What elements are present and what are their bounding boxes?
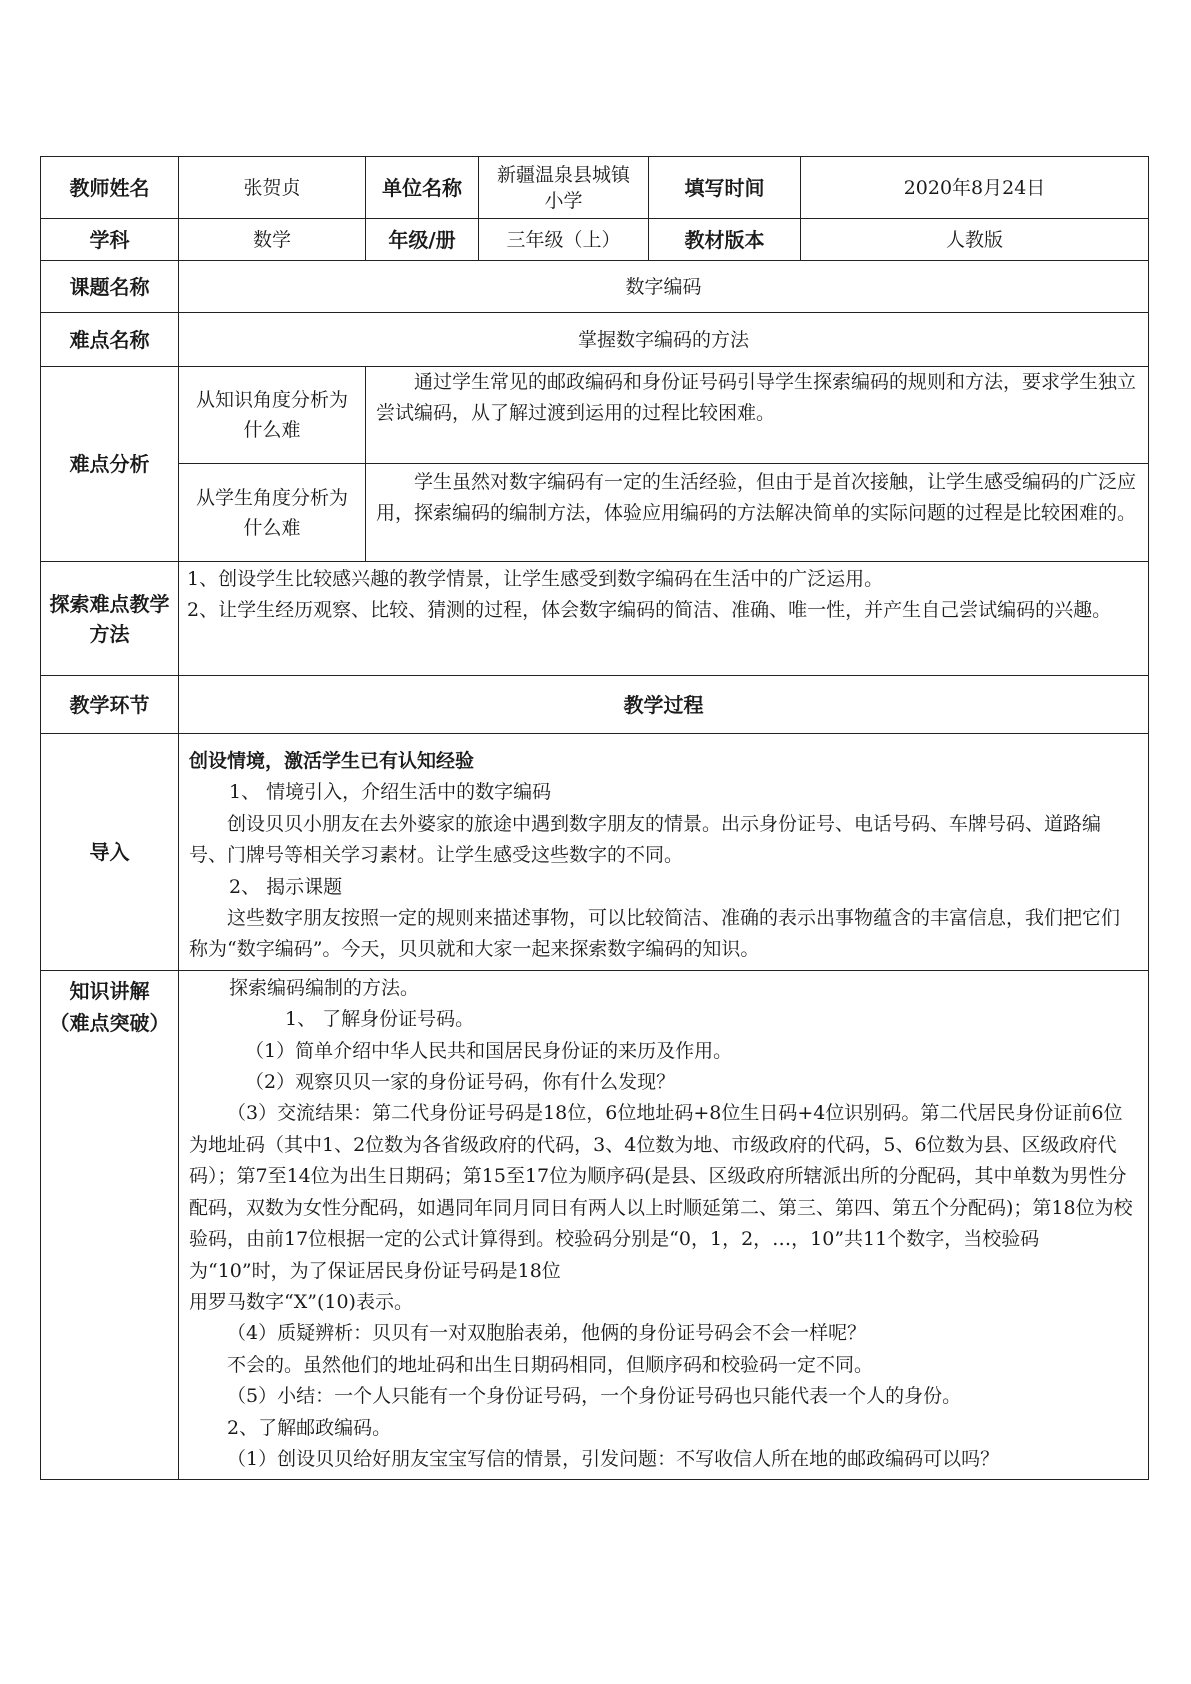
subject-value: 数学 (179, 219, 366, 261)
knowledge-l2: 1、 了解身份证号码。 (285, 1008, 475, 1031)
analysis-student-row (41, 464, 1149, 562)
intro-heading: 创设情境，激活学生已有认知经验 (189, 750, 475, 772)
analysis-knowledge-row (41, 367, 1149, 464)
knowledge-angle-paragraph: 通过学生常见的邮政编码和身份证号码引导学生探索编码的规则和方法，要求学生独立尝试编码，从了解过渡到运用的过程比较困难。 (376, 371, 1137, 425)
knowledge-content (179, 970, 1149, 1480)
knowledge-l3: （1）简单介绍中华人民共和国居民身份证的来历及作用。 (245, 1039, 733, 1062)
unit-name-label: 单位名称 (366, 157, 479, 219)
intro-label: 导入 (41, 734, 179, 971)
knowledge-label: 知识讲解 (69, 978, 150, 1003)
knowledge-sublabel: （难点突破） (49, 1010, 170, 1035)
knowledge-angle-text (366, 367, 1149, 464)
analysis-label: 难点分析 (41, 367, 179, 562)
topic-value: 数字编码 (179, 261, 1149, 313)
student-angle-text (366, 464, 1149, 562)
unit-name-value: 新疆温泉县城镇小学 (479, 157, 649, 219)
knowledge-l1: 探索编码编制的方法。 (229, 976, 420, 999)
difficulty-label: 难点名称 (41, 313, 179, 367)
methods-line-1: 1、创设学生比较感兴趣的教学情景，让学生感受到数字编码在生活中的广泛运用。 (187, 568, 884, 590)
difficulty-row (41, 313, 1149, 367)
intro-p3: 2、 揭示课题 (229, 875, 343, 898)
knowledge-angle-label: 从知识角度分析为什么难 (179, 367, 366, 464)
process-stage-label: 教学环节 (41, 676, 179, 734)
topic-label: 课题名称 (41, 261, 179, 313)
process-header-row (41, 676, 1149, 734)
knowledge-l5: （3）交流结果：第二代身份证号码是18位，6位地址码+8位生日码+4位识别码。第二代居民身份证前6位为地址码（其中1、2位数为各省级政府的代码，3、4位数为地、市级政府的代码，5、6位数为县、区级政府代码）；第7至14位为出生日期码；第15至17位为顺序码(是县、区级政府所辖派出所的分配码，其中单数为男性分配码，双数为女性分配码，如遇同年同月同日有两人以上时顺延第二、第三、第四、第五个分配码)；第18位为校验码，由前17位根据一定的公式计算得到。校验码分别是“0，1，2，…，10”共11个数字，当校验码为“10”时，为了保证居民身份证号码是18位 (189, 1102, 1133, 1282)
subject-label: 学科 (41, 219, 179, 261)
methods-label: 探索难点教学方法 (41, 562, 179, 676)
knowledge-l11: （1）创设贝贝给好朋友宝宝写信的情景，引发问题：不写收信人所在地的邮政编码可以吗？ (227, 1447, 1000, 1470)
intro-p4: 这些数字朋友按照一定的规则来描述事物，可以比较简洁、准确的表示出事物蕴含的丰富信息，我们把它们称为“数字编码”。今天，贝贝就和大家一起来探索数字编码的知识。 (189, 907, 1121, 961)
student-angle-label: 从学生角度分析为什么难 (179, 464, 366, 562)
knowledge-l7: （4）质疑辨析：贝贝有一对双胞胎表弟，他俩的身份证号码会不会一样呢？ (227, 1322, 867, 1345)
knowledge-label-cell (41, 970, 179, 1480)
info-row-1 (41, 157, 1149, 219)
process-content-label: 教学过程 (179, 676, 1149, 734)
methods-row (41, 562, 1149, 676)
student-angle-paragraph: 学生虽然对数字编码有一定的生活经验，但由于是首次接触，让学生感受编码的广泛应用，探索编码的编制方法，体验应用编码的方法解决简单的实际问题的过程是比较困难的。 (376, 471, 1137, 525)
intro-content (179, 734, 1149, 971)
info-row-2 (41, 219, 1149, 261)
knowledge-row (41, 970, 1149, 1480)
intro-p1: 1、 情境引入，介绍生活中的数字编码 (229, 781, 552, 804)
knowledge-l8: 不会的。虽然他们的地址码和出生日期码相同，但顺序码和校验码一定不同。 (227, 1353, 874, 1376)
fill-time-value: 2020年8月24日 (801, 157, 1149, 219)
knowledge-l6: 用罗马数字“X”(10)表示。 (189, 1290, 413, 1313)
fill-time-label: 填写时间 (649, 157, 801, 219)
intro-row (41, 734, 1149, 971)
intro-p2: 创设贝贝小朋友在去外婆家的旅途中遇到数字朋友的情景。出示身份证号、电话号码、车牌号码、道路编号、门牌号等相关学习素材。让学生感受这些数字的不同。 (189, 812, 1102, 867)
methods-text (179, 562, 1149, 676)
teacher-name-label: 教师姓名 (41, 157, 179, 219)
difficulty-value: 掌握数字编码的方法 (179, 313, 1149, 367)
teacher-name-value: 张贺贞 (179, 157, 366, 219)
lesson-plan-document (40, 156, 1148, 1480)
knowledge-l10: 2、了解邮政编码。 (227, 1416, 392, 1439)
knowledge-l4: （2）观察贝贝一家的身份证号码，你有什么发现？ (245, 1071, 676, 1094)
edition-value: 人教版 (801, 219, 1149, 261)
edition-label: 教材版本 (649, 219, 801, 261)
topic-row (41, 261, 1149, 313)
grade-label: 年级/册 (366, 219, 479, 261)
lesson-plan-table (40, 156, 1149, 1480)
grade-value: 三年级（上） (479, 219, 649, 261)
methods-line-2: 2、让学生经历观察、比较、猜测的过程，体会数字编码的简洁、准确、唯一性，并产生自己尝试编码的兴趣。 (187, 599, 1112, 622)
knowledge-l9: （5）小结：一个人只能有一个身份证号码，一个身份证号码也只能代表一个人的身份。 (227, 1385, 962, 1408)
